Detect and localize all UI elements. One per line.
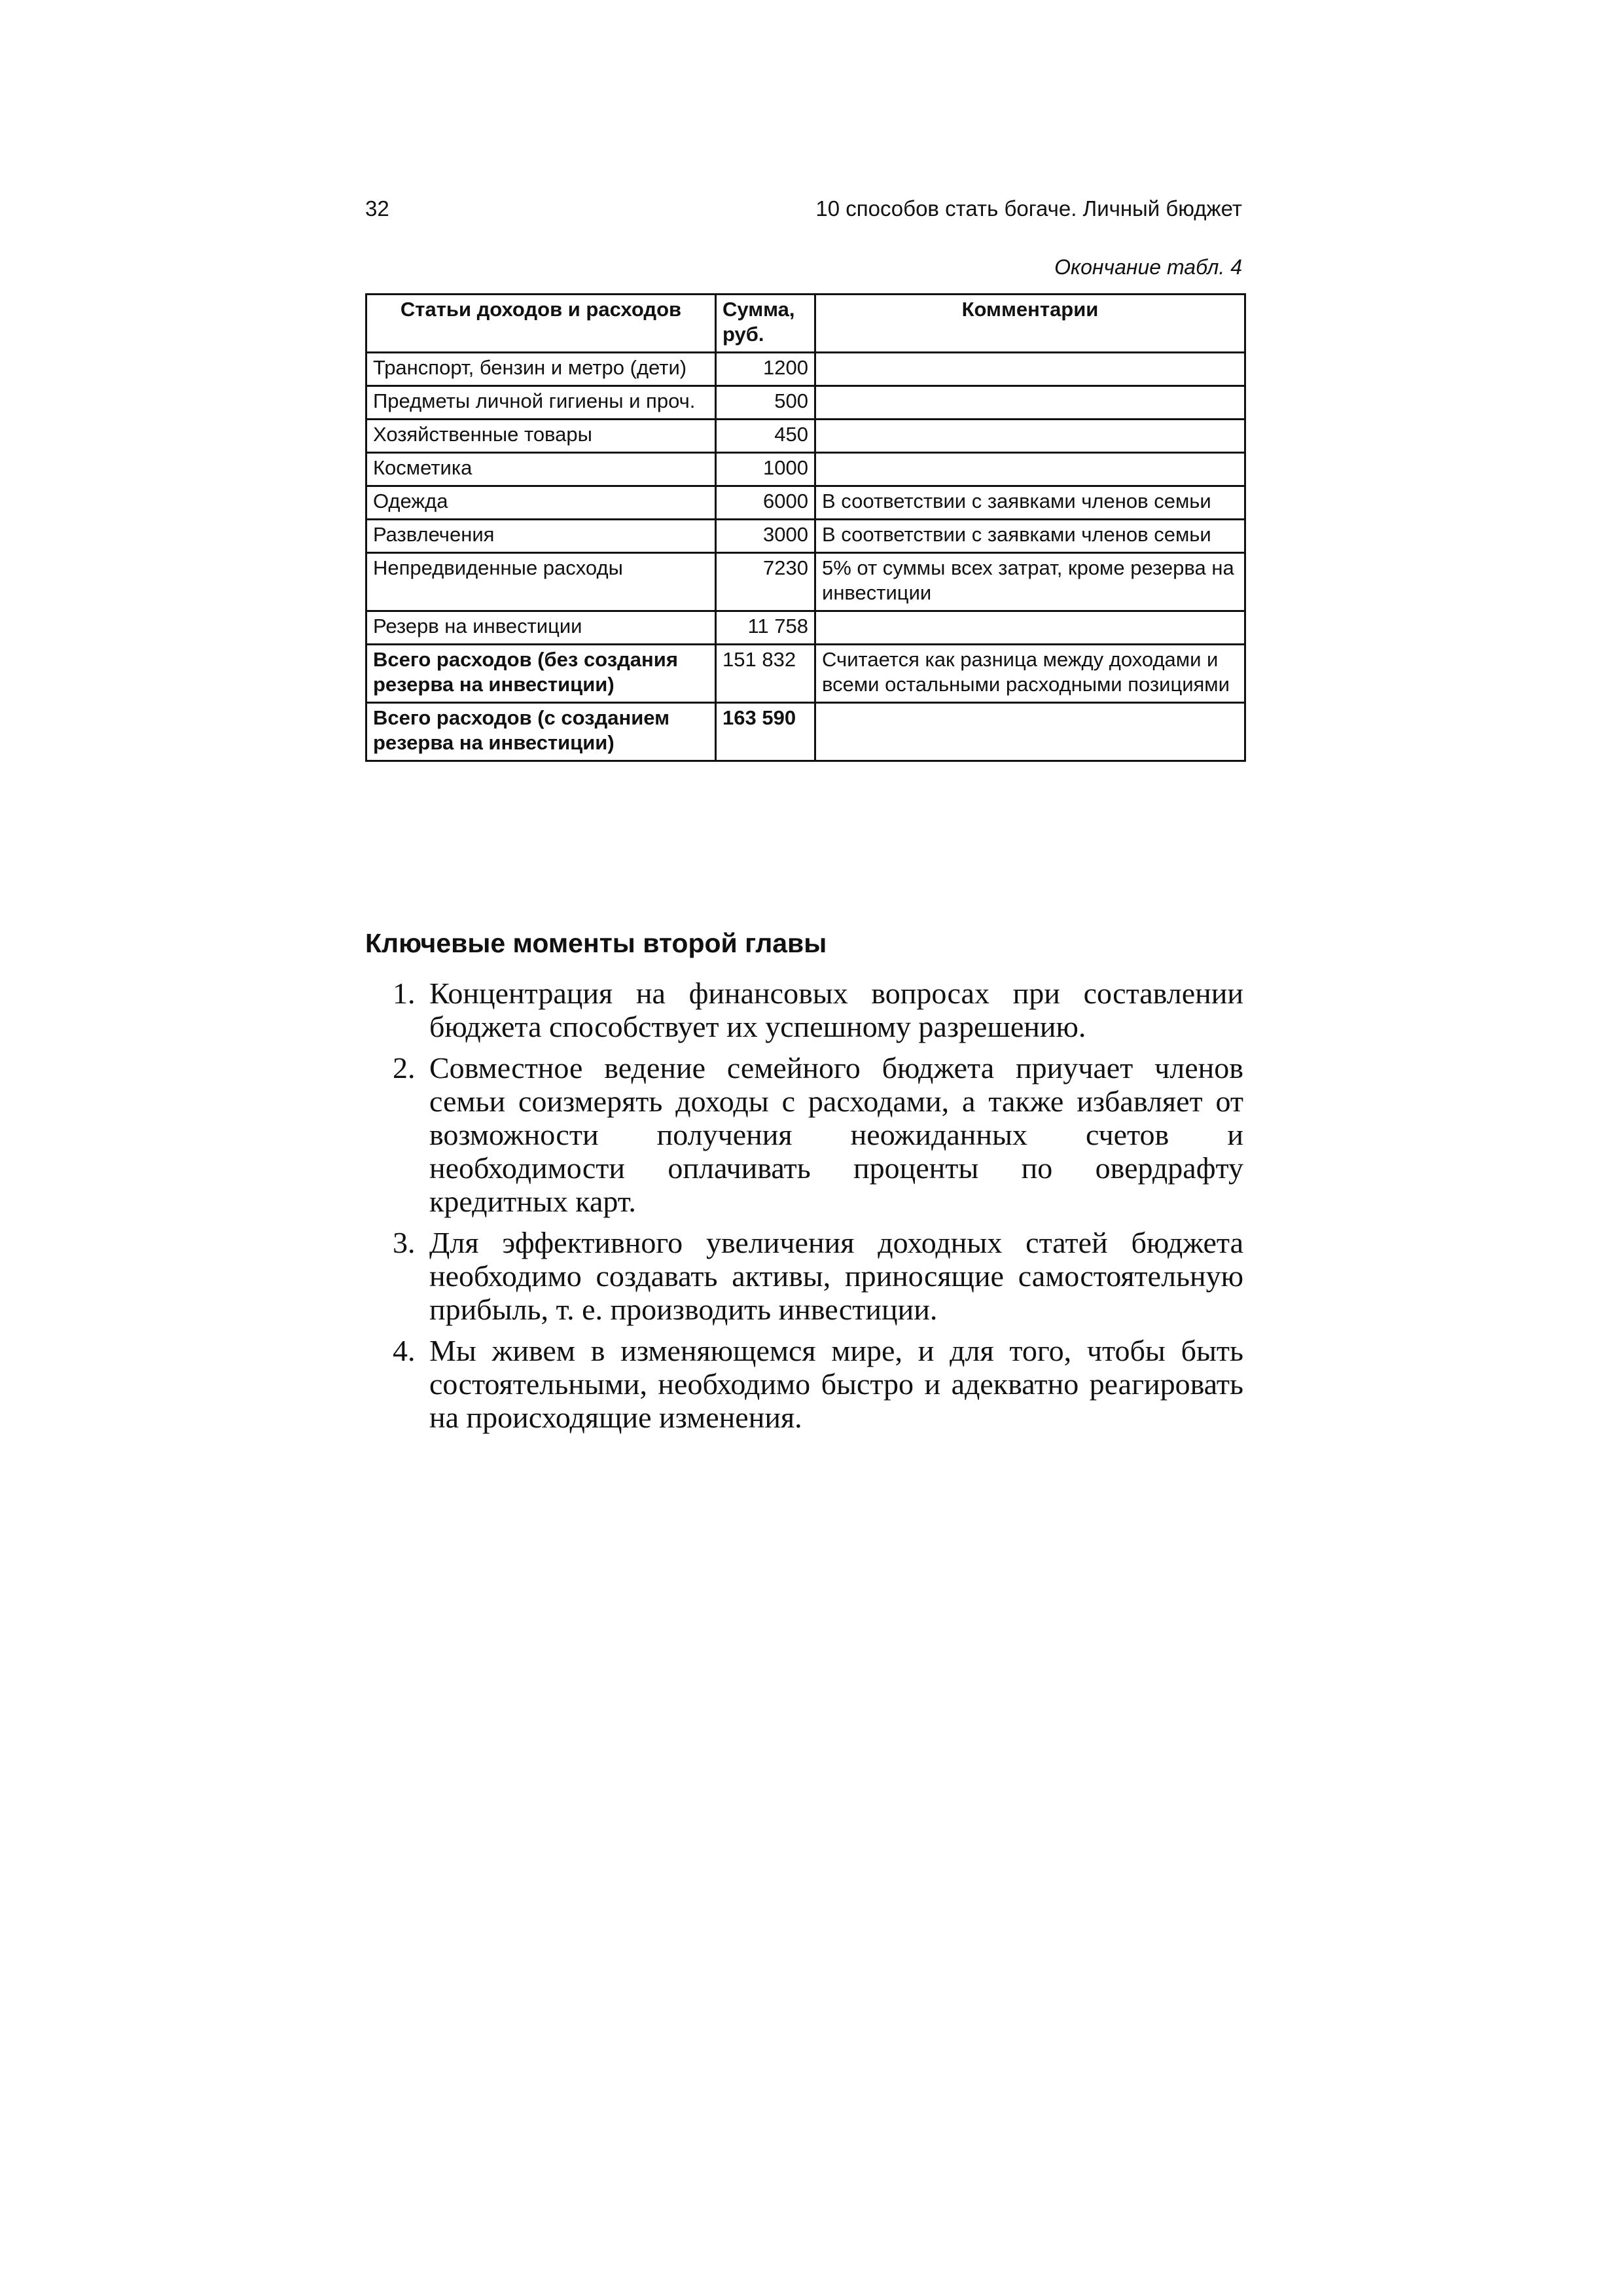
list-item xyxy=(393,977,1243,1043)
cell-amount: 163 590 xyxy=(716,703,815,761)
cell-amount: 500 xyxy=(716,386,815,420)
table-row xyxy=(366,611,1245,645)
cell-item: Непредвиденные расходы xyxy=(366,553,716,611)
cell-comment: Считается как разница между доходами и всеми остальными расходными позициями xyxy=(815,645,1245,703)
column-header-item: Статьи доходов и расходов xyxy=(366,295,716,353)
table-row xyxy=(366,386,1245,420)
table-row xyxy=(366,520,1245,553)
key-points-list xyxy=(393,977,1243,1442)
cell-amount: 450 xyxy=(716,420,815,453)
cell-item: Резерв на инвестиции xyxy=(366,611,716,645)
cell-comment xyxy=(815,386,1245,420)
cell-amount: 7230 xyxy=(716,553,815,611)
list-item-number: 1. xyxy=(393,977,416,1010)
cell-amount: 6000 xyxy=(716,486,815,520)
cell-item: Одежда xyxy=(366,486,716,520)
cell-comment: В соответствии с заявками членов семьи xyxy=(815,486,1245,520)
column-header-amount: Сумма, руб. xyxy=(716,295,815,353)
cell-item: Хозяйственные товары xyxy=(366,420,716,453)
table-row xyxy=(366,420,1245,453)
column-header-comment: Комментарии xyxy=(815,295,1245,353)
list-item-number: 2. xyxy=(393,1051,416,1085)
table-row-total xyxy=(366,703,1245,761)
budget-table xyxy=(365,293,1246,762)
cell-comment xyxy=(815,420,1245,453)
list-item-number: 3. xyxy=(393,1226,416,1259)
table-row xyxy=(366,486,1245,520)
table-header-row xyxy=(366,295,1245,353)
cell-comment xyxy=(815,353,1245,386)
cell-amount: 151 832 xyxy=(716,645,815,703)
cell-item: Всего расходов (без создания резерва на инвестиции) xyxy=(366,645,716,703)
list-item xyxy=(393,1334,1243,1434)
table-caption: Окончание табл. 4 xyxy=(1054,255,1242,279)
list-item-text: Для эффективного увеличения доходных статей бюджета необходимо создавать активы, приносящие самостоятельную прибыль, т. е. производить инвестиции. xyxy=(429,1226,1243,1326)
cell-comment xyxy=(815,703,1245,761)
cell-item: Предметы личной гигиены и проч. xyxy=(366,386,716,420)
list-item xyxy=(393,1226,1243,1326)
list-item-text: Совместное ведение семейного бюджета приучает членов семьи соизмерять доходы с расходами, а также избавляет от возможности получения неожиданных счетов и необходимости оплачивать проценты по овердрафту кредитных карт. xyxy=(429,1051,1243,1218)
cell-item: Всего расходов (с созданием резерва на инвестиции) xyxy=(366,703,716,761)
page-number: 32 xyxy=(365,196,389,221)
running-title: 10 способов стать богаче. Личный бюджет xyxy=(815,196,1242,221)
cell-comment xyxy=(815,453,1245,486)
list-item-number: 4. xyxy=(393,1334,416,1367)
cell-amount: 1200 xyxy=(716,353,815,386)
table-row xyxy=(366,453,1245,486)
cell-item: Транспорт, бензин и метро (дети) xyxy=(366,353,716,386)
list-item xyxy=(393,1051,1243,1218)
cell-amount: 1000 xyxy=(716,453,815,486)
section-heading: Ключевые моменты второй главы xyxy=(365,928,827,958)
cell-item: Косметика xyxy=(366,453,716,486)
cell-item: Развлечения xyxy=(366,520,716,553)
cell-amount: 3000 xyxy=(716,520,815,553)
table-row xyxy=(366,553,1245,611)
table-row xyxy=(366,353,1245,386)
cell-comment: 5% от суммы всех затрат, кроме резерва на инвестиции xyxy=(815,553,1245,611)
list-item-text: Мы живем в изменяющемся мире, и для того, чтобы быть состоятельными, необходимо быстро и адекватно реагировать на происходящие изменения. xyxy=(429,1334,1243,1434)
cell-amount: 11 758 xyxy=(716,611,815,645)
list-item-text: Концентрация на финансовых вопросах при составлении бюджета способствует их успешному разрешению. xyxy=(429,977,1243,1043)
cell-comment: В соответствии с заявками членов семьи xyxy=(815,520,1245,553)
cell-comment xyxy=(815,611,1245,645)
running-head xyxy=(365,196,1242,225)
table-row-total xyxy=(366,645,1245,703)
